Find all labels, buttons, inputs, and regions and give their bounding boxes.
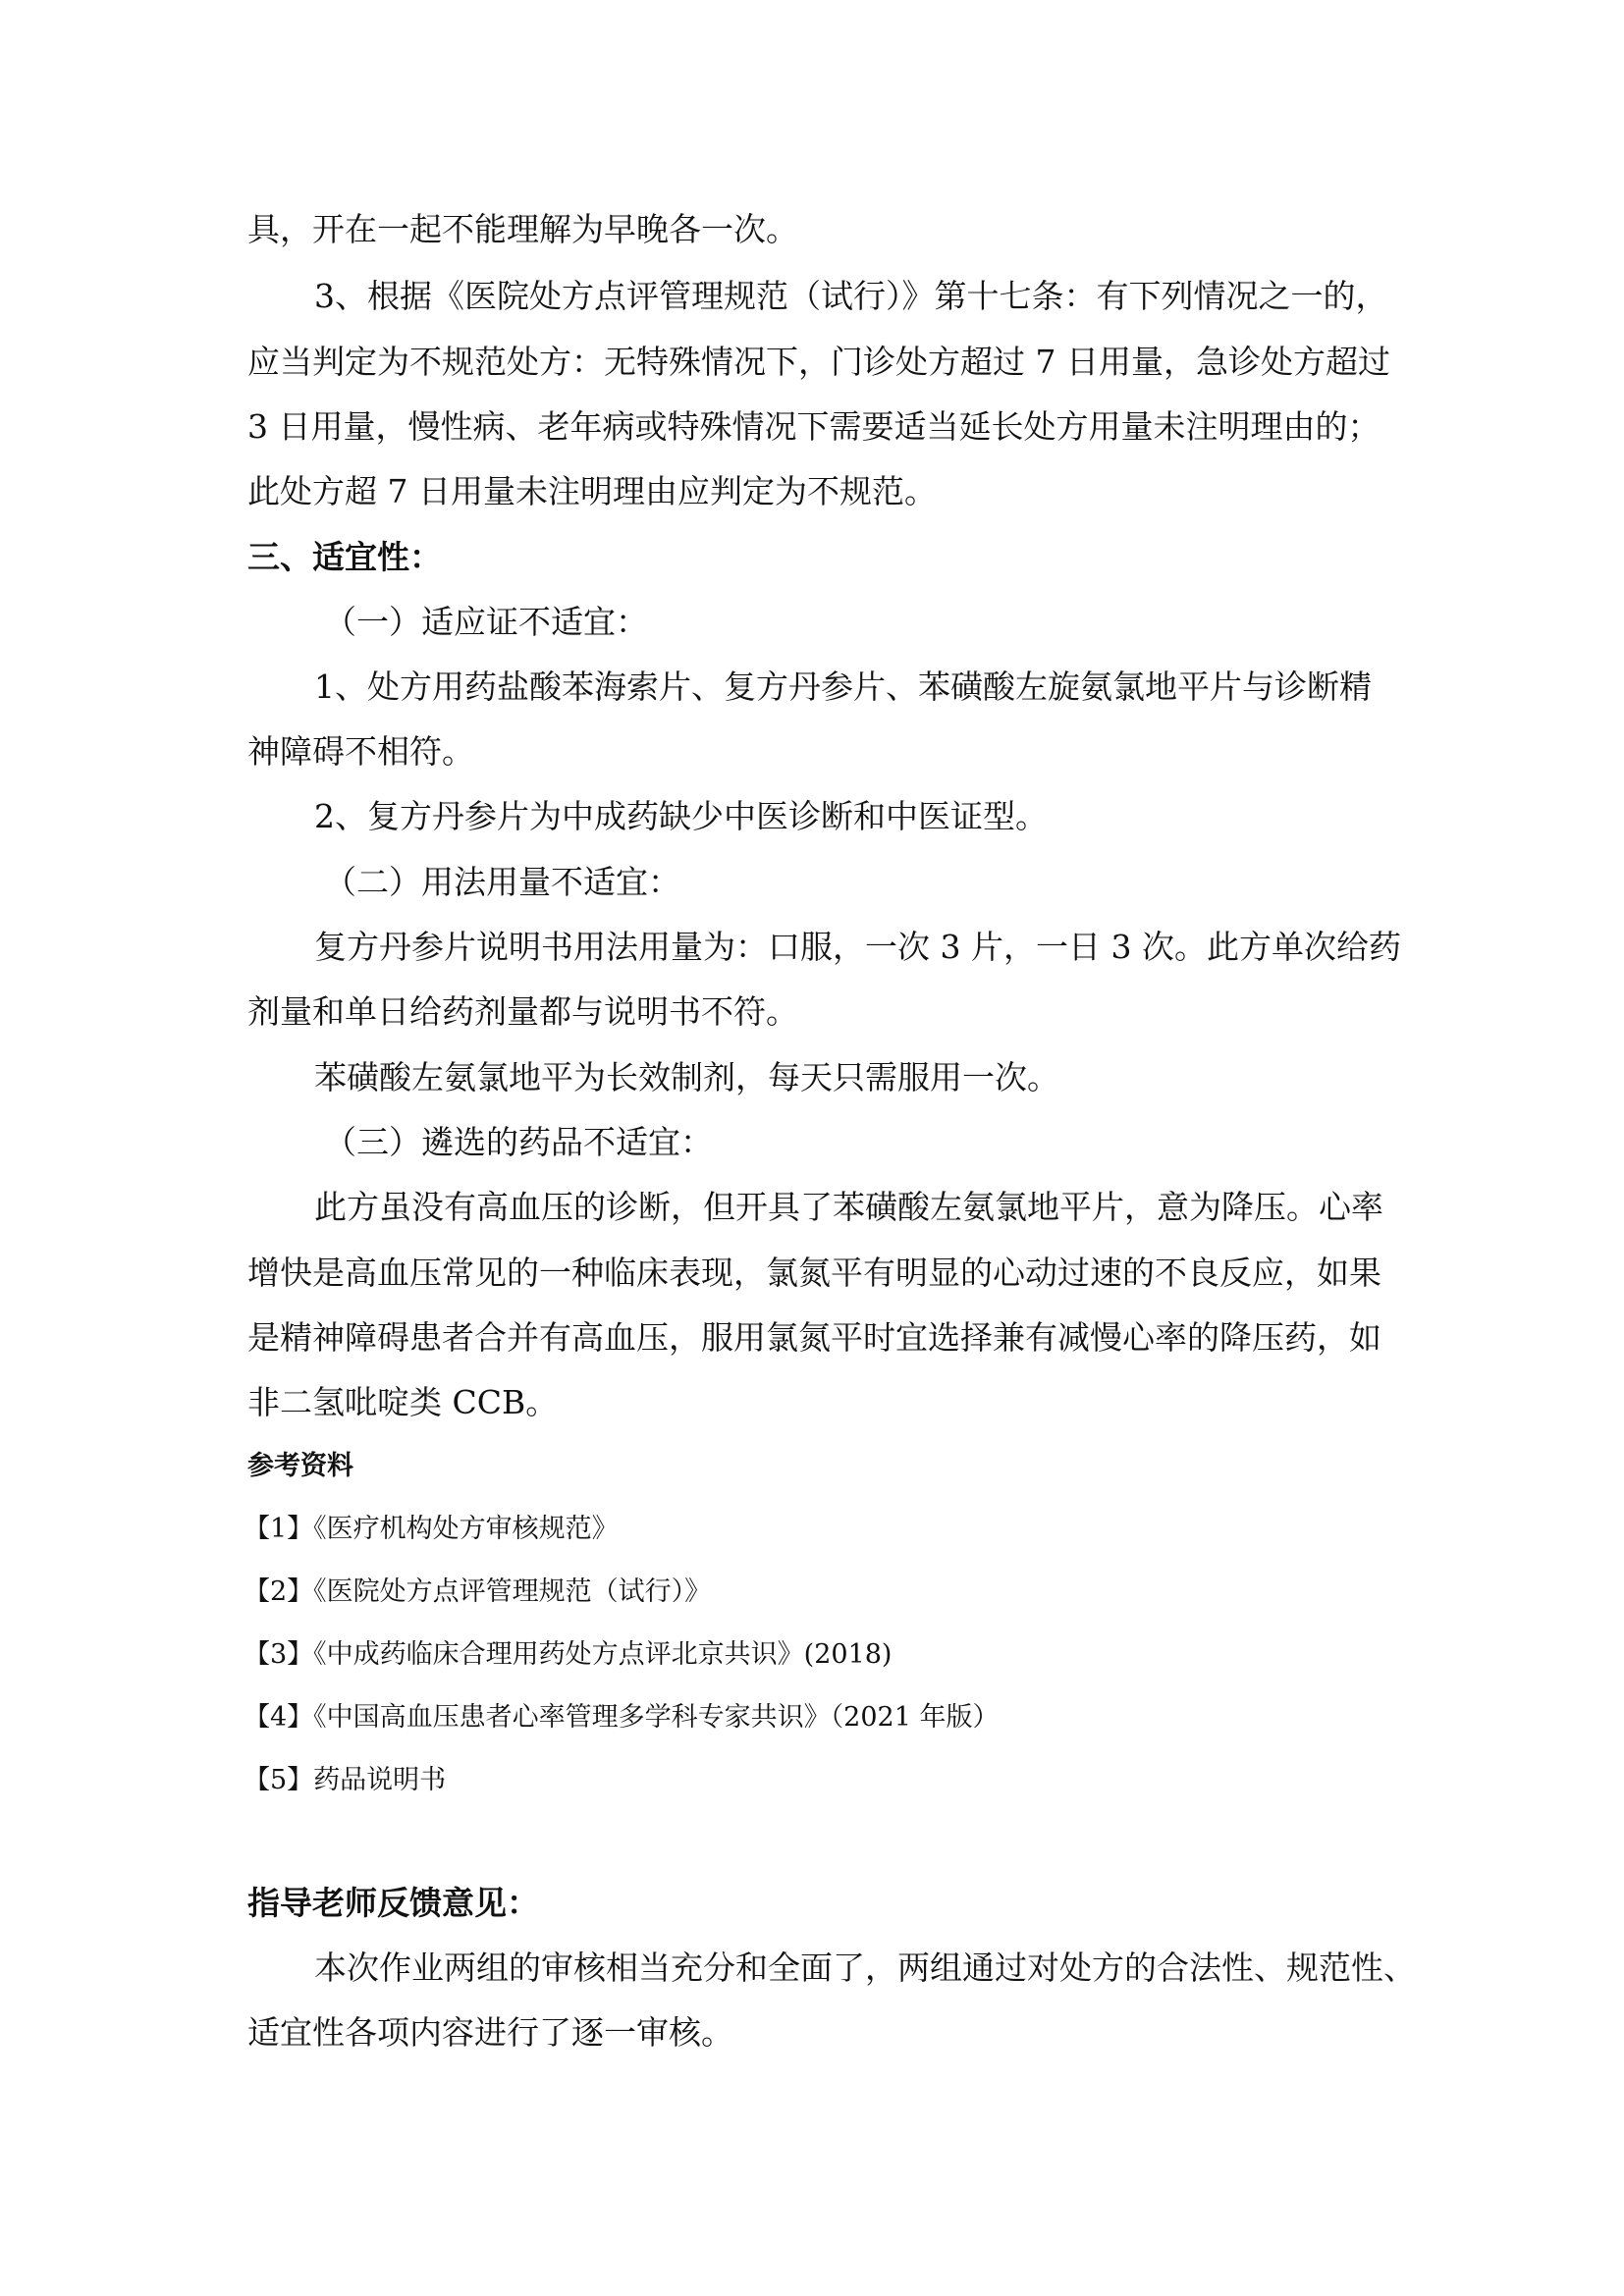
reference-item: 【3】《中成药临床合理用药处方点评北京共识》(2018) — [244, 1639, 893, 1670]
sub1-item2-line1: 2、复方丹参片为中成药缺少中医诊断和中医证型。 — [314, 797, 1048, 835]
sub3-heading: （三）遴选的药品不适宜： — [324, 1123, 713, 1161]
rule3-line-1: 3、根据《医院处方点评管理规范（试行）》第十七条：有下列情况之一的， — [314, 277, 1388, 315]
feedback-line-2: 适宜性各项内容进行了逐一审核。 — [247, 2013, 733, 2052]
sub3-p1-line3: 是精神障碍患者合并有高血压，服用氯氮平时宜选择兼有减慢心率的降压药，如 — [247, 1318, 1381, 1357]
sub3-p1-line2: 增快是高血压常见的一种临床表现，氯氮平有明显的心动过速的不良反应，如果 — [247, 1254, 1381, 1292]
sub3-p1-line4: 非二氢吡啶类 CCB。 — [247, 1383, 559, 1421]
rule3-line-4: 此处方超 7 日用量未注明理由应判定为不规范。 — [247, 472, 937, 510]
sub1-item1-line1: 1、处方用药盐酸苯海索片、复方丹参片、苯磺酸左旋氨氯地平片与诊断精 — [314, 667, 1372, 706]
references-heading: 参考资料 — [247, 1451, 353, 1481]
sub2-heading: （二）用法用量不适宜： — [324, 863, 680, 901]
sub2-p2-line1: 苯磺酸左氨氯地平为长效制剂，每天只需服用一次。 — [314, 1058, 1059, 1096]
section3-heading: 三、适宜性： — [247, 538, 442, 576]
sub1-item1-line2: 神障碍不相符。 — [247, 732, 474, 771]
sub3-p1-line1: 此方虽没有高血压的诊断，但开具了苯磺酸左氨氯地平片，意为降压。心率 — [314, 1188, 1383, 1226]
feedback-line-1: 本次作业两组的审核相当充分和全面了，两组通过对处方的合法性、规范性、 — [314, 1949, 1416, 1987]
sub2-p1-line1: 复方丹参片说明书用法用量为：口服，一次 3 片，一日 3 次。此方单次给药 — [314, 928, 1401, 966]
feedback-heading: 指导老师反馈意见： — [247, 1884, 539, 1922]
reference-item: 【2】《医院处方点评管理规范（试行）》 — [244, 1576, 712, 1607]
reference-item: 【4】《中国高血压患者心率管理多学科专家共识》（2021 年版） — [244, 1702, 1000, 1733]
rule3-line-2: 应当判定为不规范处方：无特殊情况下，门诊处方超过 7 日用量，急诊处方超过 — [247, 343, 1390, 381]
sub1-heading: （一）适应证不适宜： — [324, 603, 648, 641]
paragraph-continuation: 具，开在一起不能理解为早晚各一次。 — [247, 210, 798, 248]
reference-item: 【5】药品说明书 — [244, 1765, 447, 1795]
rule3-line-3: 3 日用量，慢性病、老年病或特殊情况下需要适当延长处方用量未注明理由的； — [247, 407, 1380, 446]
reference-item: 【1】《医疗机构处方审核规范》 — [244, 1514, 619, 1544]
sub2-p1-line2: 剂量和单日给药剂量都与说明书不符。 — [247, 992, 798, 1031]
